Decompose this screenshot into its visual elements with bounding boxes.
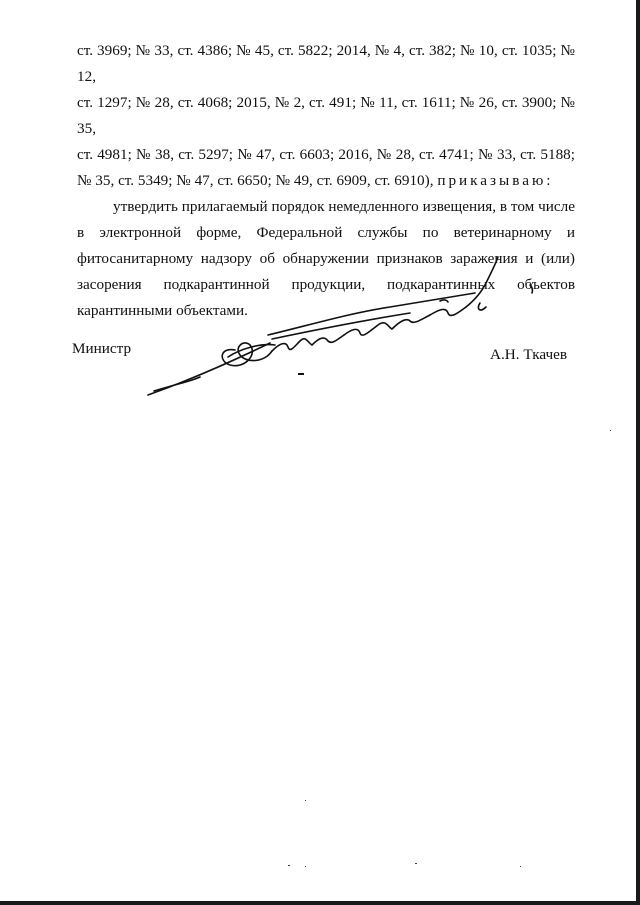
scan-speck — [305, 800, 306, 801]
preamble-line-3: ст. 4981; № 38, ст. 5297; № 47, ст. 6603; 2016, № 28, ст. 4741; № 33, ст. 5188; — [77, 146, 575, 163]
scan-speck — [415, 863, 417, 864]
order-line-2: в электронной форме, Федеральной службы по ветеринарному и — [77, 224, 575, 241]
preamble-line-4 — [77, 168, 575, 194]
scan-speck — [288, 865, 290, 866]
signatory-name: А.Н. Ткачев — [490, 346, 568, 363]
scan-speck — [610, 430, 611, 431]
preamble-last-text: № 35, ст. 5349; № 47, ст. 6650; № 49, ст. 6909, ст. 6910), — [77, 172, 434, 189]
decree-word: приказываю: — [437, 172, 554, 189]
order-line-1: утвердить прилагаемый порядок немедленного извещения, в том числе — [113, 198, 575, 215]
scan-speck — [305, 866, 306, 867]
preamble-line-2: ст. 1297; № 28, ст. 4068; 2015, № 2, ст. 491; № 11, ст. 1611; № 26, ст. 3900; № 35, — [77, 94, 575, 137]
order-line-3: фитосанитарному надзору об обнаружении признаков заражения и (или) — [77, 250, 575, 267]
order-line-4: засорения подкарантинной продукции, подкарантинных объектов — [77, 276, 575, 293]
signatory-title: Министр — [72, 340, 132, 357]
preamble-line-1: ст. 3969; № 33, ст. 4386; № 45, ст. 5822; 2014, № 4, ст. 382; № 10, ст. 1035; № 12, — [77, 42, 575, 85]
handwritten-signature — [140, 255, 560, 405]
scan-speck — [520, 866, 521, 867]
order-line-5: карантинными объектами. — [77, 302, 248, 319]
